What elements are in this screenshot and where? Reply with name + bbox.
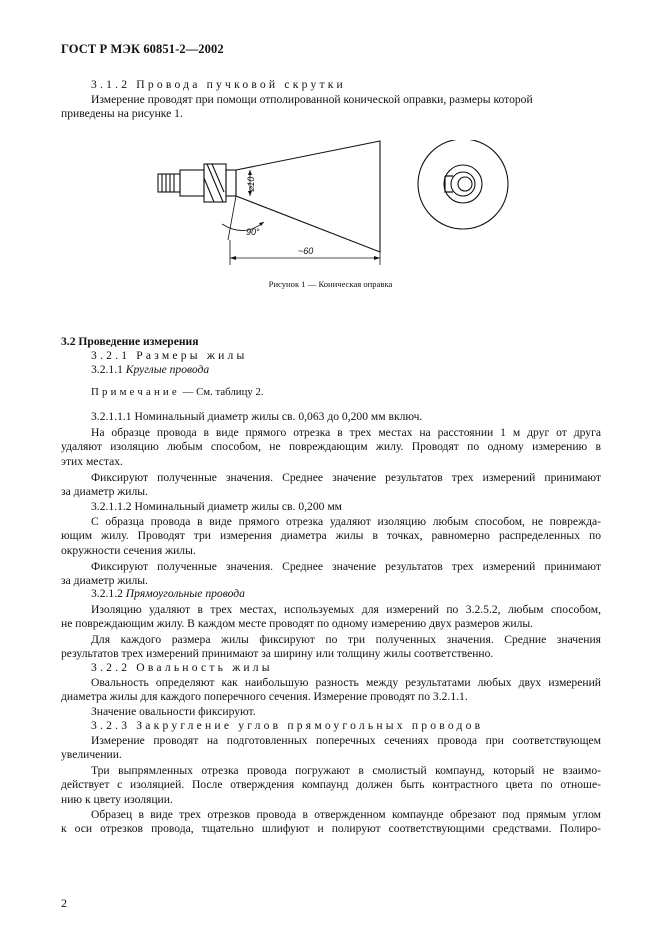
note-label: Примечание xyxy=(91,386,180,398)
section-3-2-1-2-title xyxy=(91,587,601,601)
figure-caption: Рисунок 1 — Коническая оправка xyxy=(268,279,393,289)
dim-diameter-label: ⌀10 xyxy=(246,176,256,192)
paragraph-line: На образце провода в виде прямого отрезка в трех местах на расстоянии 1 м друг от друга xyxy=(91,426,601,439)
section-3-1-2-title: 3.1.2 Провода пучковой скрутки xyxy=(91,78,346,91)
section-heading: 3.2.1.1.2 Номинальный диаметр жилы св. 0,200 мм xyxy=(91,500,342,513)
paragraph-line: Фиксируют полученные значения. Среднее значение результатов трех измерений принимают xyxy=(91,471,601,484)
paragraph-line: диаметра жилы для каждого поперечного сечения. Измерение проводят по 3.2.1.1. xyxy=(61,690,468,703)
section-3-2-2-title: 3.2.2 Овальность жилы xyxy=(91,661,273,674)
paragraph-line: Овальность определяют как наибольшую разность между результатами любых двух измерений xyxy=(91,676,601,689)
paragraph-line: Измерение проводят на подготовленных поперечных сечениях провода при соответствующем xyxy=(91,734,601,747)
paragraph-line: этих местах. xyxy=(61,455,123,468)
section-heading-italic: Прямоугольные провода xyxy=(125,587,245,600)
paragraph-line: результатов трех измерений принимают за ширину или толщину жилы соответственно. xyxy=(61,647,494,660)
paragraph-line: Образец в виде трех отрезков провода в отвержденном компаунде обрезают под прямым углом xyxy=(91,808,601,821)
paragraph-line: Три выпрямленных отрезка провода погружают в смолистый компаунд, который не взаимо- xyxy=(91,764,601,777)
paragraph-line: к оси отрезков провода, тщательно шлифуют и полируют соответствующими средствами. Полиро- xyxy=(61,822,601,835)
paragraph-line: увеличении. xyxy=(61,748,122,761)
paragraph-line: окружности сечения жилы. xyxy=(61,544,196,557)
paragraph-line: действует с изоляцией. После отверждения компаунд должен быть контрастного цвета по отноше- xyxy=(61,778,601,791)
note-text: — См. таблицу 2. xyxy=(179,386,264,398)
section-number: 3.2.1.1 xyxy=(91,363,123,376)
paragraph-line: С образца провода в виде прямого отрезка удаляют изоляцию любым способом, не поврежда- xyxy=(91,515,601,528)
paragraph-line: Измерение проводят при помощи отполированной конической оправки, размеры которой xyxy=(91,93,533,106)
paragraph-line: нию к цвету изоляции. xyxy=(61,793,173,806)
section-heading-italic: Круглые провода xyxy=(125,363,210,376)
section-number: 3.2.1.2 xyxy=(91,587,123,600)
paragraph-line: не повреждающим жилу. В каждом месте проводят по одному измерению двух размеров жилы. xyxy=(61,617,534,630)
paragraph-line: Значение овальности фиксируют. xyxy=(91,705,256,718)
page-number: 2 xyxy=(61,896,67,910)
paragraph-line: за диаметр жилы. xyxy=(61,485,148,498)
paragraph-line: за диаметр жилы. xyxy=(61,574,148,587)
paragraph-line: Для каждого размера жилы фиксируют по три полученных значения. Средние значения xyxy=(91,633,601,646)
section-3-2-title: 3.2 Проведение измерения xyxy=(61,335,199,348)
paragraph-line: удаляют изоляцию любым способом, не повреждающим жилу. Проводят по одному измерению в xyxy=(61,440,601,453)
paragraph-line: Фиксируют полученные значения. Среднее значение результатов трех измерений принимают xyxy=(91,560,601,573)
end-view-outer-circle xyxy=(418,140,508,229)
section-3-2-1-1-title xyxy=(91,363,601,377)
section-3-2-1-title: 3.2.1 Размеры жилы xyxy=(91,349,248,362)
paragraph-line: Изоляцию удаляют в трех местах, используемых для измерений по 3.2.5.2, любым способом, xyxy=(91,603,601,616)
dim-length-label: ~60 xyxy=(298,246,314,256)
section-heading: 3.2.1.1.1 Номинальный диаметр жилы св. 0,063 до 0,200 мм включ. xyxy=(91,410,423,423)
paragraph-line: ющим жилу. Проводят три измерения диаметра жилы в точках, равномерно распределенных по xyxy=(61,529,601,542)
conical-mandrel-figure xyxy=(150,140,510,272)
section-3-2-3-title: 3.2.3 Закругление углов прямоугольных проводов xyxy=(91,719,484,732)
paragraph-line: приведены на рисунке 1. xyxy=(61,107,183,120)
document-header: ГОСТ Р МЭК 60851-2—2002 xyxy=(61,42,224,56)
mandrel-collar xyxy=(180,170,204,196)
note xyxy=(91,385,601,399)
mandrel-shank xyxy=(158,174,180,192)
dim-angle-label: 90° xyxy=(246,227,260,237)
